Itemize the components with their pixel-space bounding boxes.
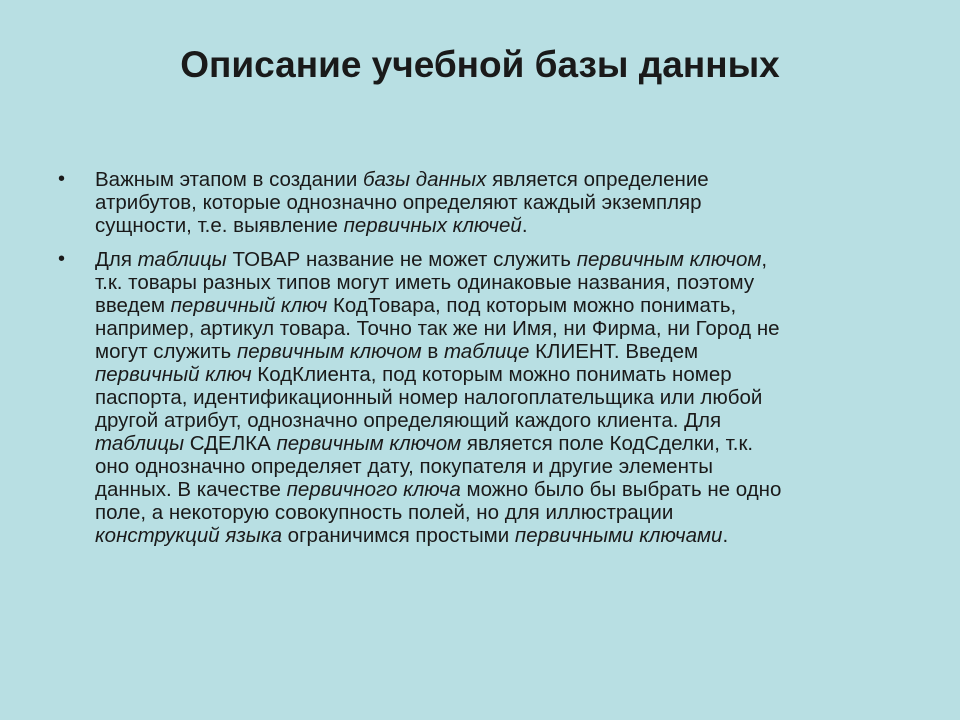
bullet-line: [95, 363, 732, 386]
text-run: сущности, т.е. выявление: [95, 214, 344, 237]
bullet-line: [95, 432, 753, 455]
text-run: оно однозначно определяет дату, покупателя и другие элементы: [95, 455, 714, 478]
slide-title: Описание учебной базы данных: [180, 44, 780, 85]
bullet-line: [95, 317, 780, 340]
bullet-line: [95, 524, 728, 547]
bullet-line: [95, 294, 736, 317]
text-run: введем: [95, 294, 171, 317]
bullet-line: [95, 409, 721, 432]
text-run: Важным этапом в создании: [95, 168, 363, 191]
bullet-marker: •: [58, 168, 66, 190]
text-run: .: [521, 214, 528, 237]
text-run: .: [722, 524, 729, 547]
text-run: Для: [95, 248, 138, 271]
bullet-line: [95, 478, 781, 501]
text-run: другой атрибут, однозначно определяющий каждого клиента. Для: [95, 409, 722, 432]
bullet-marker: •: [58, 248, 66, 270]
italic-term: первичный ключ: [95, 363, 252, 386]
text-run: поле, а некоторую совокупность полей, но для иллюстрации: [95, 501, 674, 524]
italic-term: таблицы: [137, 248, 227, 271]
italic-term: первичных ключей: [343, 214, 522, 237]
bullet-line: [95, 271, 754, 294]
text-run: является поле КодСделки, т.к.: [461, 432, 754, 455]
text-run: в: [421, 340, 444, 363]
bullet-line: [95, 214, 528, 237]
bullet-line: [95, 386, 762, 409]
italic-term: первичного ключа: [286, 478, 461, 501]
bullet-line: [95, 248, 767, 271]
text-run: например, артикул товара. Точно так же ни Имя, ни Фирма, ни Город не: [95, 317, 780, 340]
italic-term: первичный ключ: [170, 294, 328, 317]
bullet-line: [95, 168, 709, 191]
text-run: является определение: [486, 168, 709, 191]
italic-term: базы данных: [362, 168, 487, 191]
text-run: КодТовара, под которым можно понимать,: [327, 294, 737, 317]
text-run: атрибутов, которые однозначно определяют каждый экземпляр: [95, 191, 702, 214]
italic-term: конструкций языка: [95, 524, 282, 547]
text-run: можно было бы выбрать не одно: [460, 478, 782, 501]
italic-term: таблице: [443, 340, 530, 363]
italic-term: первичным ключом: [236, 340, 422, 363]
bullet-line: [95, 501, 673, 524]
text-run: ТОВАР название не может служить: [226, 248, 577, 271]
italic-term: первичным ключом: [576, 248, 762, 271]
text-run: паспорта, идентификационный номер налогоплательщика или любой: [95, 386, 763, 409]
italic-term: таблицы: [95, 432, 185, 455]
text-run: т.к. товары разных типов могут иметь одинаковые названия, поэтому: [95, 271, 755, 294]
italic-term: первичными ключами: [514, 524, 723, 547]
italic-term: первичным ключом: [276, 432, 462, 455]
text-run: КодКлиента, под которым можно понимать номер: [251, 363, 732, 386]
text-run: СДЕЛКА: [184, 432, 277, 455]
text-run: ограничимся простыми: [281, 524, 515, 547]
bullet-line: [95, 340, 698, 363]
text-run: могут служить: [95, 340, 237, 363]
bullet-line: [95, 191, 702, 214]
text-run: ,: [761, 248, 768, 271]
text-run: данных. В качестве: [95, 478, 287, 501]
bullet-line: [95, 455, 713, 478]
text-run: КЛИЕНТ. Введем: [529, 340, 699, 363]
